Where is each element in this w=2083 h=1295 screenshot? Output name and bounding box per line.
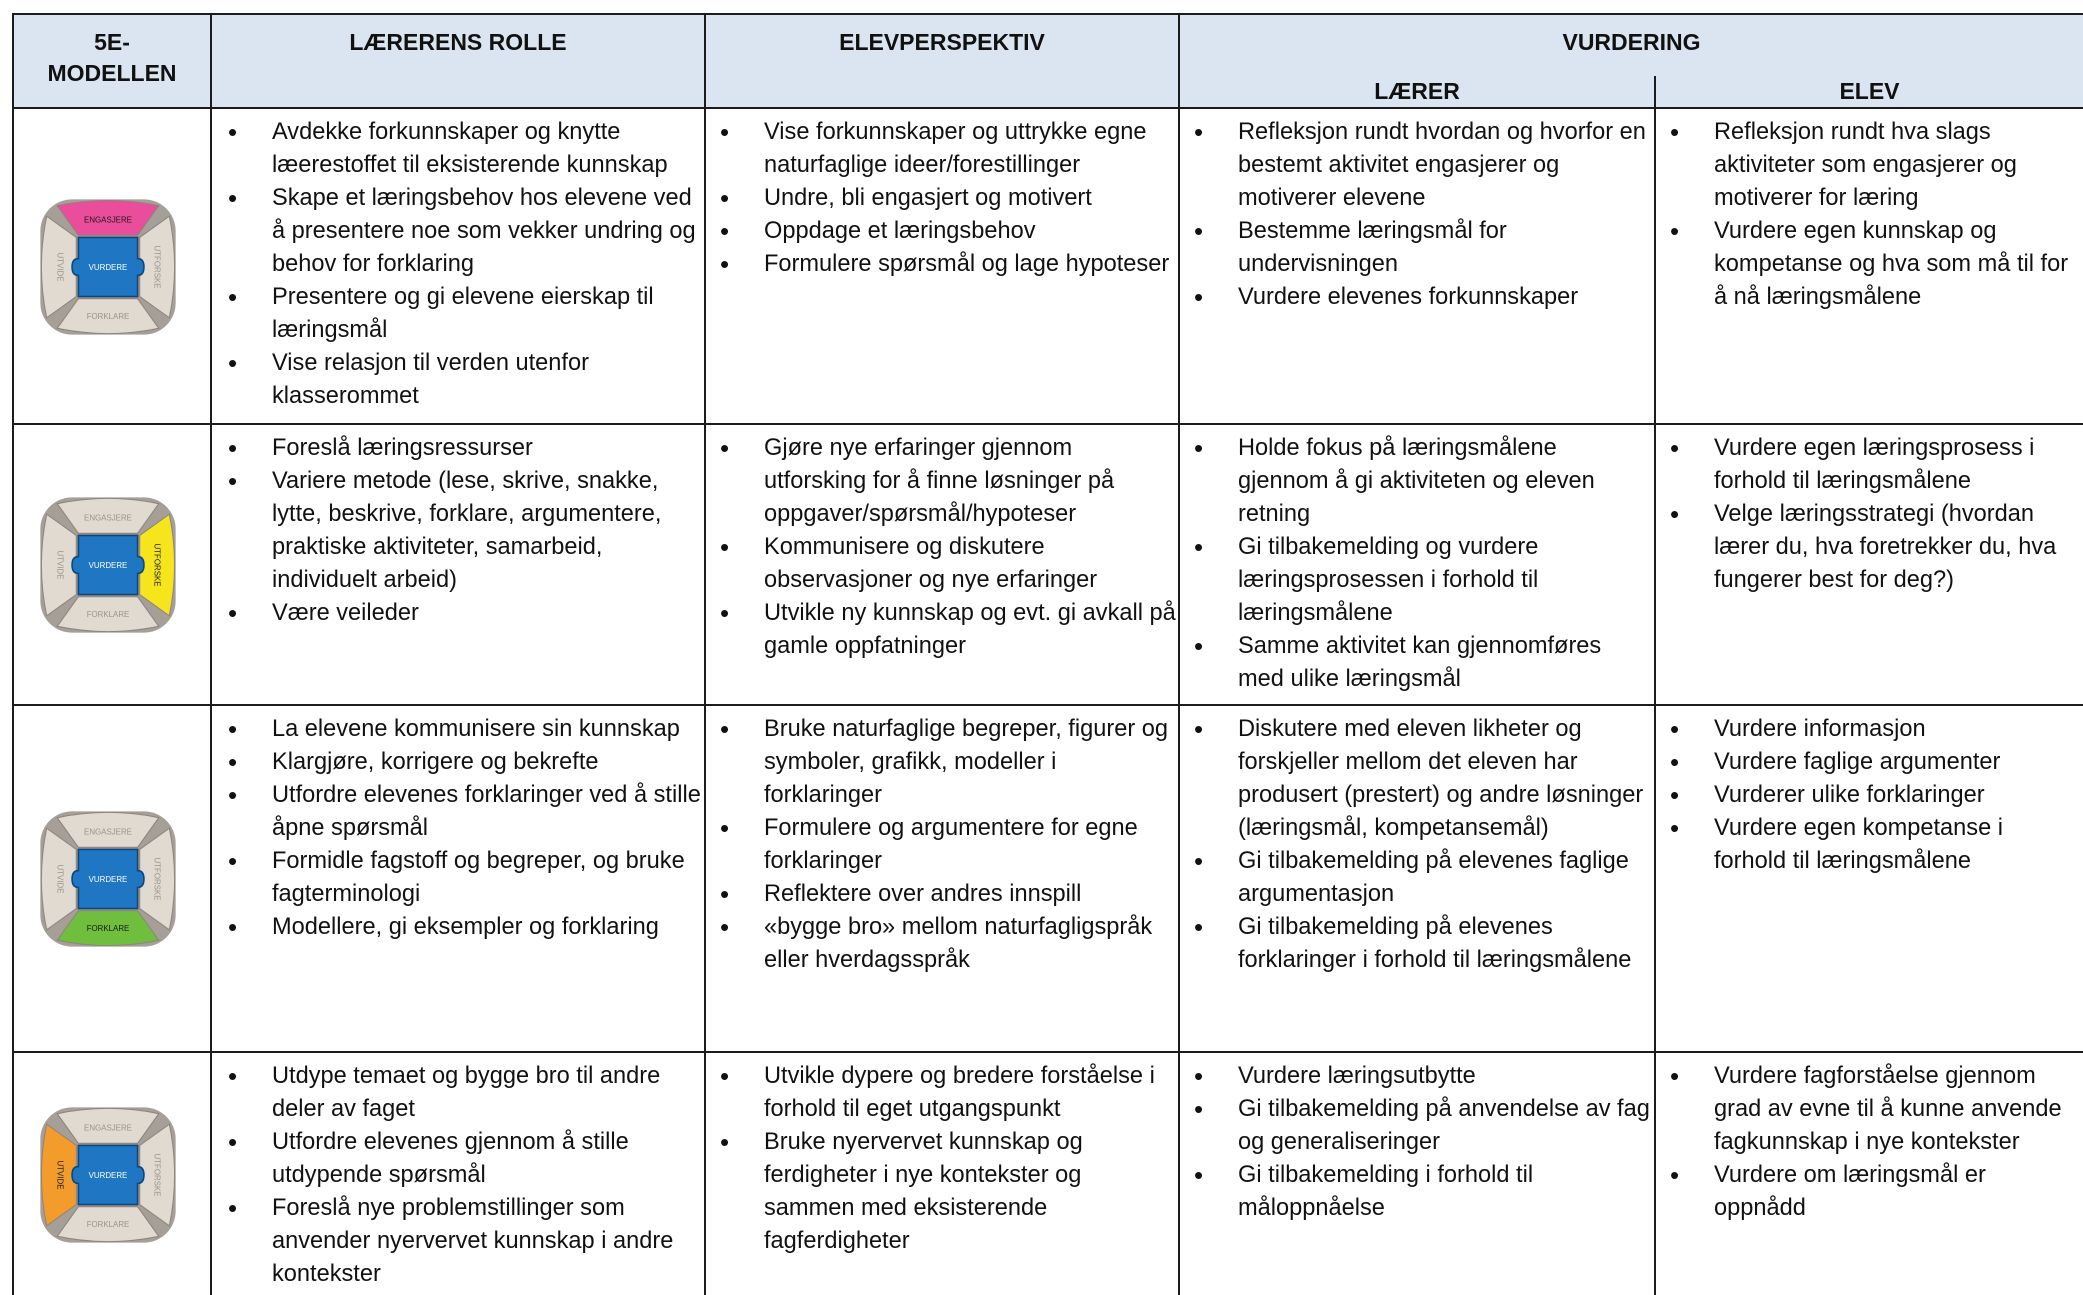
list-item: • Være veileder xyxy=(224,597,702,630)
list-item: • Vurdere elevenes forkunnskaper xyxy=(1190,281,1652,314)
list-item: • Presentere og gi elevene eierskap til læringsmål xyxy=(224,281,702,347)
table-border-top xyxy=(12,13,2083,15)
list-item: • Samme aktivitet kan gjennomføres med ulike læringsmål xyxy=(1190,630,1652,696)
list-item: • Vurdere læringsutbytte xyxy=(1190,1060,1652,1093)
header-assessment: VURDERING xyxy=(1562,29,1701,55)
bullet-list xyxy=(716,432,1176,663)
teacher-role-cell xyxy=(224,432,702,630)
list-item: • Gi tilbakemelding og vurdere læringsprosessen i forhold til læringsmålene xyxy=(1190,531,1652,630)
bullet-list xyxy=(1190,116,1652,314)
student-perspective-cell xyxy=(716,1060,1176,1258)
header-model xyxy=(14,27,210,89)
list-item: • Modellere, gi eksempler og forklaring xyxy=(224,911,702,944)
teacher-role-cell xyxy=(224,1060,702,1291)
list-item: • Holde fokus på læringsmålene gjennom å gi aktiviteten og eleven retning xyxy=(1190,432,1652,531)
5e-model-emblem-icon xyxy=(34,1101,182,1249)
emblem-label-utvide: UTVIDE xyxy=(55,864,65,894)
list-item: • Utvikle dypere og bredere forståelse i forhold til eget utgangspunkt xyxy=(716,1060,1176,1126)
bullet-list xyxy=(716,116,1176,281)
teacher-role-cell xyxy=(224,116,702,413)
emblem-label-utforske: UTFORSKE xyxy=(152,245,162,289)
student-assessment-cell xyxy=(1666,432,2081,597)
column-divider-3 xyxy=(1178,14,1180,1295)
list-item: • Gjøre nye erfaringer gjennom utforsking for å finne løsninger på oppgaver/spørsmål/hypoteser xyxy=(716,432,1176,531)
bullet-list xyxy=(224,432,702,630)
bullet-list xyxy=(1666,1060,2081,1225)
5e-model-emblem-icon xyxy=(34,193,182,341)
header-model-line2: MODELLEN xyxy=(47,60,177,86)
list-item: • «bygge bro» mellom naturfagligspråk eller hverdagsspråk xyxy=(716,911,1176,977)
emblem-label-utforske: UTFORSKE xyxy=(152,543,162,587)
list-item: • Oppdage et læringsbehov xyxy=(716,215,1176,248)
emblem-label-utforske: UTFORSKE xyxy=(152,1153,162,1197)
row-divider-1 xyxy=(12,423,2083,425)
header-student-perspective: ELEVPERSPEKTIV xyxy=(839,29,1045,55)
5e-model-emblem-icon xyxy=(34,491,182,639)
bullet-list xyxy=(1190,1060,1652,1225)
list-item: • Klargjøre, korrigere og bekrefte xyxy=(224,746,702,779)
list-item: • Avdekke forkunnskaper og knytte læerestoffet til eksisterende kunnskap xyxy=(224,116,702,182)
teacher-assessment-cell xyxy=(1190,432,1652,696)
emblem-label-forklare: FORKLARE xyxy=(86,311,130,321)
teacher-assessment-cell xyxy=(1190,713,1652,977)
list-item: • Utfordre elevenes gjennom å stille utdypende spørsmål xyxy=(224,1126,702,1192)
list-item: • La elevene kommunisere sin kunnskap xyxy=(224,713,702,746)
student-perspective-cell xyxy=(716,432,1176,663)
list-item: • Refleksjon rundt hvordan og hvorfor en bestemt aktivitet engasjerer og motiverer elevene xyxy=(1190,116,1652,215)
header-teacher-role: LÆRERENS ROLLE xyxy=(349,29,567,55)
list-item: • Foreslå læringsressurser xyxy=(224,432,702,465)
bullet-list xyxy=(224,116,702,413)
emblem-label-forklare: FORKLARE xyxy=(86,1219,130,1229)
list-item: • Gi tilbakemelding på anvendelse av fag og generaliseringer xyxy=(1190,1093,1652,1159)
bullet-list xyxy=(1666,432,2081,597)
emblem-label-vurdere: VURDERE xyxy=(88,263,128,273)
emblem-label-engasjere: ENGASJERE xyxy=(84,1123,132,1133)
teacher-assessment-cell xyxy=(1190,1060,1652,1225)
column-divider-2 xyxy=(704,14,706,1295)
list-item: • Foreslå nye problemstillinger som anvender nyervervet kunnskap i andre kontekster xyxy=(224,1192,702,1291)
student-perspective-cell xyxy=(716,713,1176,977)
emblem-label-vurdere: VURDERE xyxy=(88,561,128,571)
student-assessment-cell xyxy=(1666,1060,2081,1225)
list-item: • Bruke naturfaglige begreper, figurer og symboler, grafikk, modeller i forklaringer xyxy=(716,713,1176,812)
list-item: • Vurdere om læringsmål er oppnådd xyxy=(1666,1159,2081,1225)
list-item: • Formulere og argumentere for egne forklaringer xyxy=(716,812,1176,878)
emblem-label-forklare: FORKLARE xyxy=(86,609,130,619)
emblem-label-engasjere: ENGASJERE xyxy=(84,827,132,837)
list-item: • Vurderer ulike forklaringer xyxy=(1666,779,2081,812)
list-item: • Vurdere faglige argumenter xyxy=(1666,746,2081,779)
list-item: • Formulere spørsmål og lage hypoteser xyxy=(716,248,1176,281)
bullet-list xyxy=(1666,116,2081,314)
list-item: • Utfordre elevenes forklaringer ved å stille åpne spørsmål xyxy=(224,779,702,845)
list-item: • Reflektere over andres innspill xyxy=(716,878,1176,911)
list-item: • Vurdere egen kompetanse i forhold til læringsmålene xyxy=(1666,812,2081,878)
bullet-list xyxy=(224,713,702,944)
list-item: • Formidle fagstoff og begreper, og bruke fagterminologi xyxy=(224,845,702,911)
header-model-line1: 5E- xyxy=(94,29,130,55)
row-divider-3 xyxy=(12,1051,2083,1053)
list-item: • Skape et læringsbehov hos elevene ved å presentere noe som vekker undring og behov for forklaring xyxy=(224,182,702,281)
emblem-label-utvide: UTVIDE xyxy=(55,550,65,580)
column-border-left xyxy=(12,14,14,1295)
list-item: • Bestemme læringsmål for undervisningen xyxy=(1190,215,1652,281)
list-item: • Diskutere med eleven likheter og forskjeller mellom det eleven har produsert (prestert) og andre løsninger (læringsmål, kompetansemål) xyxy=(1190,713,1652,845)
list-item: • Gi tilbakemelding på elevenes forklaringer i forhold til læringsmålene xyxy=(1190,911,1652,977)
emblem-label-utvide: UTVIDE xyxy=(55,252,65,282)
list-item: • Utvikle ny kunnskap og evt. gi avkall på gamle oppfatninger xyxy=(716,597,1176,663)
bullet-list xyxy=(716,1060,1176,1258)
bullet-list xyxy=(716,713,1176,977)
emblem-label-utforske: UTFORSKE xyxy=(152,857,162,901)
list-item: • Vurdere fagforståelse gjennom grad av evne til å kunne anvende fagkunnskap i nye kontekster xyxy=(1666,1060,2081,1159)
list-item: • Vurdere egen kunnskap og kompetanse og hva som må til for å nå læringsmålene xyxy=(1666,215,2081,314)
list-item: • Vurdere egen læringsprosess i forhold til læringsmålene xyxy=(1666,432,2081,498)
student-assessment-cell xyxy=(1666,713,2081,878)
column-divider-4 xyxy=(1654,76,1656,1295)
list-item: • Vurdere informasjon xyxy=(1666,713,2081,746)
column-divider-1 xyxy=(210,14,212,1295)
list-item: • Kommunisere og diskutere observasjoner og nye erfaringer xyxy=(716,531,1176,597)
student-perspective-cell xyxy=(716,116,1176,281)
bullet-list xyxy=(1190,432,1652,696)
teacher-role-cell xyxy=(224,713,702,944)
emblem-label-engasjere: ENGASJERE xyxy=(84,513,132,523)
bullet-list xyxy=(1190,713,1652,977)
row-divider-2 xyxy=(12,704,2083,706)
list-item: • Vise forkunnskaper og uttrykke egne naturfaglige ideer/forestillinger xyxy=(716,116,1176,182)
emblem-label-vurdere: VURDERE xyxy=(88,875,128,885)
teacher-assessment-cell xyxy=(1190,116,1652,314)
header-assessment-student: ELEV xyxy=(1839,78,1900,104)
emblem-label-vurdere: VURDERE xyxy=(88,1171,128,1181)
list-item: • Variere metode (lese, skrive, snakke, lytte, beskrive, forklare, argumentere, praktiske aktiviteter, samarbeid, individuelt arbeid) xyxy=(224,465,702,597)
emblem-label-forklare: FORKLARE xyxy=(86,923,130,933)
list-item: • Bruke nyervervet kunnskap og ferdigheter i nye kontekster og sammen med eksisterende fagferdigheter xyxy=(716,1126,1176,1258)
list-item: • Vise relasjon til verden utenfor klasserommet xyxy=(224,347,702,413)
list-item: • Gi tilbakemelding på elevenes faglige argumentasjon xyxy=(1190,845,1652,911)
bullet-list xyxy=(1666,713,2081,878)
list-item: • Refleksjon rundt hva slags aktiviteter som engasjerer og motiverer for læring xyxy=(1666,116,2081,215)
header-bottom-line xyxy=(12,107,2083,109)
emblem-label-utvide: UTVIDE xyxy=(55,1160,65,1190)
5e-model-emblem-icon xyxy=(34,805,182,953)
list-item: • Gi tilbakemelding i forhold til måloppnåelse xyxy=(1190,1159,1652,1225)
list-item: • Velge læringsstrategi (hvordan lærer du, hva foretrekker du, hva fungerer best for deg?) xyxy=(1666,498,2081,597)
bullet-list xyxy=(224,1060,702,1291)
header-assessment-teacher: LÆRER xyxy=(1374,78,1460,104)
student-assessment-cell xyxy=(1666,116,2081,314)
list-item: • Utdype temaet og bygge bro til andre deler av faget xyxy=(224,1060,702,1126)
emblem-label-engasjere: ENGASJERE xyxy=(84,215,132,225)
list-item: • Undre, bli engasjert og motivert xyxy=(716,182,1176,215)
